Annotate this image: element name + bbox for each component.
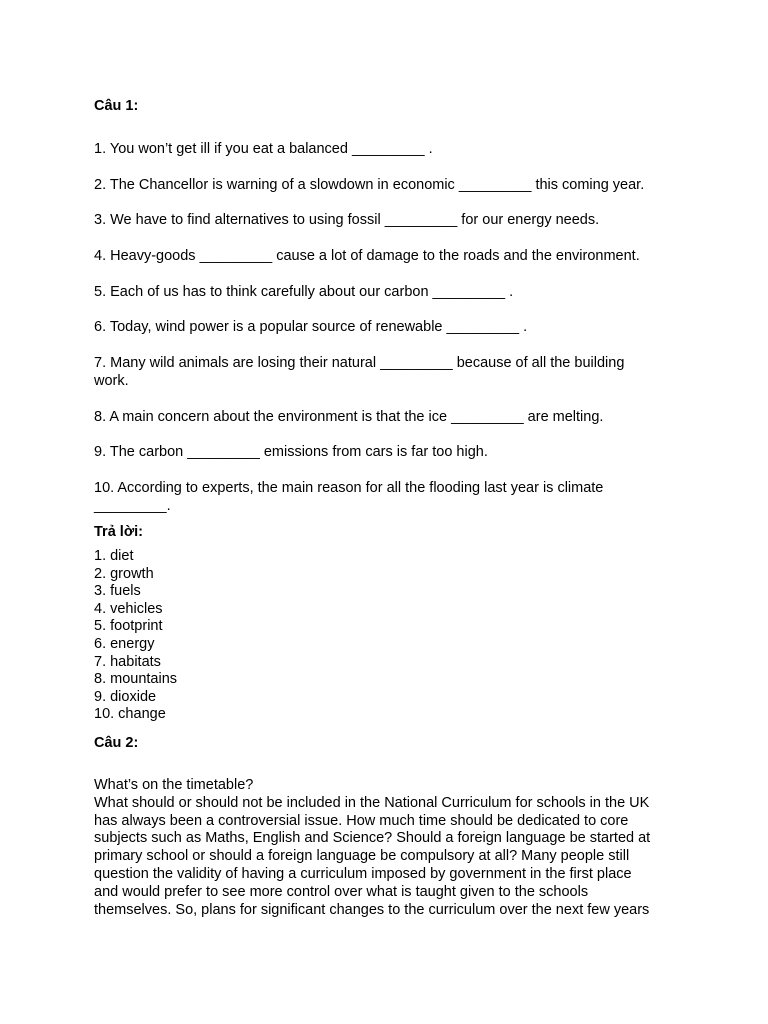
answer-item: 1. diet [94,548,134,564]
answer-item: 3. fuels [94,583,141,600]
answers-heading: Trả lời: [94,524,143,540]
answer-item: 10. change [94,706,166,723]
passage-line: question the validity of having a curriculum imposed by government in the first place [94,865,632,882]
question-5: 5. Each of us has to think carefully about our carbon _________ . [94,284,514,300]
answer-item: 4. vehicles [94,600,163,617]
passage-line: primary school or should a foreign language be compulsory at all? Many people still [94,848,630,865]
reading-passage [94,777,684,919]
question-6: 6. Today, wind power is a popular source of renewable _________ . [94,319,528,335]
section-1-heading: Câu 1: [94,98,139,114]
question-2: 2. The Chancellor is warning of a slowdown in economic _________ this coming year. [94,177,645,193]
answers-list [94,548,177,724]
passage-line: has always been a controversial issue. How much time should be dedicated to core [94,812,629,829]
question-9: 9. The carbon _________ emissions from cars is far too high. [94,444,488,460]
answer-item: 7. habitats [94,653,161,670]
question-10: 10. According to experts, the main reason for all the flooding last year is climate _________. [94,480,604,514]
question-3: 3. We have to find alternatives to using fossil _________ for our energy needs. [94,212,600,228]
answer-item: 5. footprint [94,618,163,635]
answer-item: 8. mountains [94,671,178,688]
passage-line: and would prefer to see more control over what is taught given to the schools [94,883,589,900]
question-8: 8. A main concern about the environment is that the ice _________ are melting. [94,409,604,425]
passage-line: What should or should not be included in the National Curriculum for schools in the UK [94,794,650,811]
passage-line: subjects such as Maths, English and Science? Should a foreign language be started at [94,830,651,847]
passage-line: themselves. So, plans for significant changes to the curriculum over the next few years [94,901,650,918]
answer-item: 6. energy [94,635,155,652]
question-7: 7. Many wild animals are losing their natural _________ because of all the building work. [94,355,625,389]
answer-item: 2. growth [94,565,154,582]
question-4: 4. Heavy-goods _________ cause a lot of damage to the roads and the environment. [94,248,640,264]
section-2-heading: Câu 2: [94,735,139,751]
passage-title: What’s on the timetable? [94,777,254,793]
question-1: 1. You won’t get ill if you eat a balanced _________ . [94,141,433,157]
answer-item: 9. dioxide [94,688,157,705]
